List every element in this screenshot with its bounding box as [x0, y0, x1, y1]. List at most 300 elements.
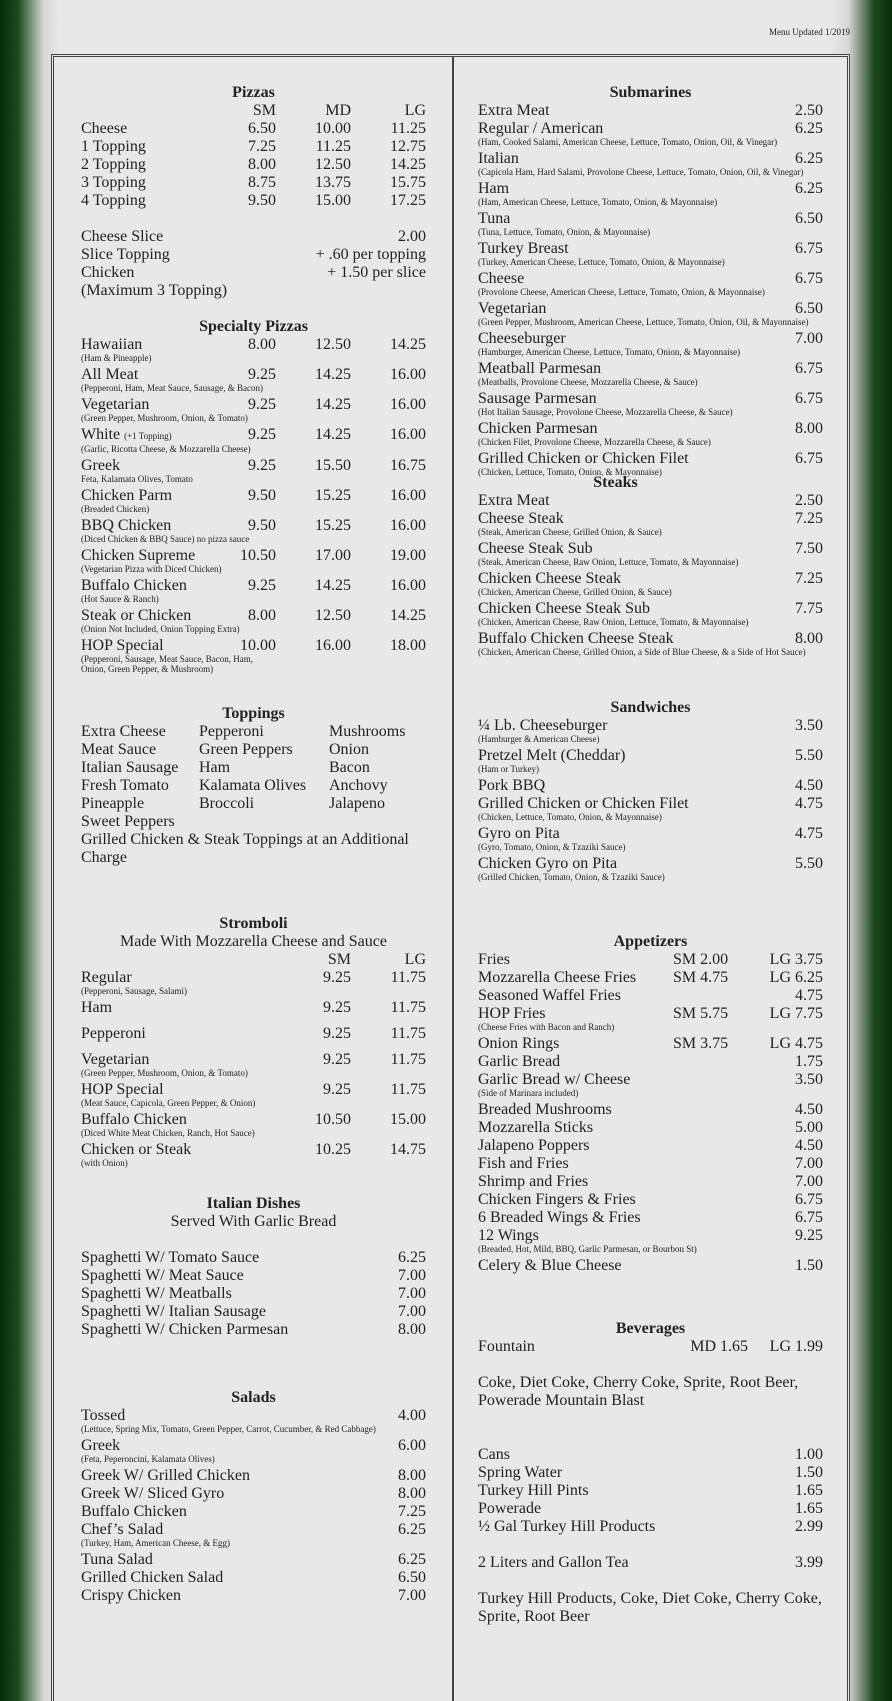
item-price-sm [673, 1191, 728, 1209]
item-price-lg: LG 3.75 [769, 951, 823, 968]
menu-item [81, 999, 426, 1017]
item-price-sm [673, 1053, 728, 1071]
item-price: 5.50 [795, 747, 823, 764]
menu-item [478, 795, 823, 813]
menu-item [81, 1551, 426, 1569]
menu-item [81, 1285, 426, 1303]
item-price-lg: LG 4.75 [769, 1035, 823, 1052]
item-price-lg: 4.75 [795, 987, 823, 1004]
item-price-lg: 1.75 [795, 1053, 823, 1070]
menu-item [478, 777, 823, 795]
topping-item: Onion [329, 741, 369, 758]
item-price-sm: 10.25 [315, 1141, 351, 1158]
menu-item [478, 825, 823, 843]
item-price-sm: 9.50 [248, 517, 276, 534]
item-description: (Vegetarian Pizza with Diced Chicken) [81, 564, 222, 574]
item-price-md: 10.00 [315, 120, 351, 137]
item-description: (Gyro, Tomato, Onion, & Tzaziki Sauce) [478, 842, 626, 852]
item-price-lg: 16.75 [390, 457, 426, 474]
section-title: Italian Dishes [206, 1195, 301, 1212]
item-price-md: 11.25 [315, 138, 351, 155]
topping-item: Fresh Tomato [81, 777, 169, 794]
item-description: (Grilled Chicken, Tomato, Onion, & Tzaziki Sauce) [478, 872, 665, 882]
menu-item [81, 1587, 426, 1605]
item-price-md: 16.00 [315, 637, 351, 654]
item-price-lg: 14.25 [390, 336, 426, 353]
menu-item [478, 150, 823, 168]
item-price-sm: 10.50 [315, 1111, 351, 1128]
item-name [81, 607, 201, 625]
topping-item: Extra Cheese [81, 723, 166, 740]
menu-item [81, 366, 426, 384]
item-name-text: Steak or Chicken [81, 607, 192, 624]
item-name: Chicken Gyro on Pita [478, 855, 618, 872]
item-name: Gyro on Pita [478, 825, 560, 842]
menu-item [81, 156, 426, 174]
header-sm: SM [327, 951, 351, 968]
topping-item: Kalamata Olives [199, 777, 307, 794]
item-price-lg: 11.75 [390, 1051, 426, 1068]
item-price-sm: SM 4.75 [673, 969, 729, 986]
item-price-md: 14.25 [315, 426, 351, 443]
item-name: Spaghetti W/ Meatballs [81, 1285, 232, 1302]
item-name: Shrimp and Fries [478, 1173, 589, 1190]
stromboli-list [81, 969, 426, 1168]
header-lg: LG [404, 102, 426, 119]
item-description: (Turkey, American Cheese, Lettuce, Tomato, Onion, & Mayonnaise) [478, 257, 725, 267]
menu-item [81, 120, 426, 138]
menu-item [478, 1209, 823, 1227]
topping-item: Italian Sausage [81, 759, 179, 776]
item-description: (Chicken, American Cheese, Grilled Onion, a Side of Blue Cheese, & a Side of Hot Sauce) [478, 647, 806, 657]
topping-item: Pineapple [81, 795, 145, 812]
item-price: 8.00 [795, 630, 823, 647]
item-price: + .60 per topping [315, 246, 426, 263]
item-name: Slice Topping [81, 246, 170, 263]
item-name: 4 Topping [81, 192, 146, 209]
item-name: Fish and Fries [478, 1155, 569, 1172]
item-description: (Steak, American Cheese, Raw Onion, Lettuce, Tomato, & Mayonnaise) [478, 557, 739, 567]
item-price-sm: 9.25 [248, 577, 276, 594]
item-name: 2 Topping [81, 156, 146, 173]
steaks-section [478, 474, 823, 660]
item-name: Chicken or Steak [81, 1141, 192, 1158]
menu-item [81, 487, 426, 505]
menu-item [81, 547, 426, 565]
item-name: Turkey Breast [478, 240, 569, 257]
item-price-sm [673, 1071, 728, 1089]
appetizers-section [478, 933, 823, 1275]
item-description: (Meatballs, Provolone Cheese, Mozzarella Cheese, & Sauce) [478, 377, 698, 387]
section-title: Beverages [615, 1320, 686, 1337]
item-price: 7.25 [795, 570, 823, 587]
menu-item [478, 1257, 823, 1275]
menu-item [81, 1485, 426, 1503]
salads-section [81, 1389, 426, 1605]
pizza-extras-list [81, 228, 426, 282]
item-name: 3 Topping [81, 174, 146, 191]
item-description: (Side of Marinara included) [478, 1088, 579, 1098]
item-name: Tossed [81, 1407, 126, 1424]
specialty-list [81, 336, 426, 674]
item-name [81, 336, 201, 354]
item-name [81, 426, 201, 445]
item-price-lg: 11.75 [390, 969, 426, 986]
menu-item [478, 510, 823, 528]
menu-item [478, 630, 823, 648]
menu-item [478, 120, 823, 138]
item-price: 2.00 [398, 228, 426, 245]
item-name: 2 Liters and Gallon Tea [478, 1554, 629, 1571]
item-price-sm: 9.25 [323, 1081, 351, 1098]
item-name: Fountain [478, 1338, 535, 1355]
pizzas-section [81, 84, 426, 300]
item-price: 3.99 [795, 1554, 823, 1571]
item-name: HOP Fries [478, 1005, 546, 1022]
item-price-sm: 9.25 [248, 396, 276, 413]
item-price-lg: 3.50 [795, 1071, 823, 1088]
menu-item [478, 1101, 823, 1119]
item-price-lg: 7.00 [795, 1173, 823, 1190]
item-price: 6.50 [398, 1569, 426, 1586]
item-price: 6.75 [795, 270, 823, 287]
item-name: Extra Meat [478, 492, 550, 509]
menu-item [478, 390, 823, 408]
item-price-lg: 16.00 [390, 517, 426, 534]
spacer [81, 1017, 426, 1025]
item-name: Garlic Bread w/ Cheese [478, 1071, 631, 1088]
item-name: Buffalo Chicken Cheese Steak [478, 630, 674, 647]
topping-item: Jalapeno [329, 795, 385, 812]
item-price-lg: 12.75 [390, 138, 426, 155]
menu-item [81, 1141, 426, 1159]
menu-item [81, 426, 426, 445]
item-price: 6.75 [795, 360, 823, 377]
menu-item [478, 1137, 823, 1155]
item-description: (Chicken Filet, Provolone Cheese, Mozzarella Cheese, & Sauce) [478, 437, 711, 447]
item-price-md: 14.25 [315, 577, 351, 594]
item-name: Greek W/ Sliced Gyro [81, 1485, 225, 1502]
pizza-list [81, 120, 426, 210]
item-name: HOP Special [81, 1081, 164, 1098]
item-price-sm [673, 1137, 728, 1155]
item-name: Powerade [478, 1500, 542, 1517]
item-name: Cheeseburger [478, 330, 566, 347]
menu-item [478, 330, 823, 348]
menu-item [478, 180, 823, 198]
item-price-lg: 1.50 [795, 1257, 823, 1274]
item-description: (Breaded, Hot, Mild, BBQ, Garlic Parmesan, or Bourbon St) [478, 1244, 697, 1254]
menu-item [478, 1035, 823, 1053]
item-price-sm: 9.50 [248, 192, 276, 209]
item-name [81, 396, 201, 414]
section-title: Submarines [609, 84, 692, 101]
stromboli-section [81, 915, 426, 1171]
item-description: (Chicken, Lettuce, Tomato, Onion, & Mayonnaise) [478, 812, 662, 822]
item-price-sm [673, 1257, 728, 1275]
item-price: 6.50 [795, 300, 823, 317]
item-price-sm [673, 1227, 728, 1245]
item-price-lg: 16.00 [390, 366, 426, 383]
section-title: Salads [231, 1389, 276, 1406]
item-name: Onion Rings [478, 1035, 560, 1052]
column-divider [452, 57, 454, 1701]
item-name: Sausage Parmesan [478, 390, 597, 407]
item-description: (Pepperoni, Sausage, Salami) [81, 986, 187, 996]
item-price-sm [673, 1209, 728, 1227]
item-price-sm [673, 1119, 728, 1137]
item-price-md: 12.50 [315, 336, 351, 353]
menu-item [478, 102, 823, 120]
item-price: 6.25 [398, 1551, 426, 1568]
item-name: Buffalo Chicken [81, 1111, 187, 1128]
item-description: (Diced White Meat Chicken, Ranch, Hot Sauce) [81, 1128, 255, 1138]
item-price-md: 14.25 [315, 396, 351, 413]
liters-note: Turkey Hill Products, Coke, Diet Coke, Cherry Coke, Sprite, Root Beer [478, 1590, 822, 1625]
item-price: 8.00 [398, 1485, 426, 1502]
item-description: (Ham, American Cheese, Lettuce, Tomato, Onion, & Mayonnaise) [478, 197, 718, 207]
menu-item [478, 1500, 823, 1518]
item-price-md: 13.75 [315, 174, 351, 191]
item-price-sm: SM 5.75 [673, 1005, 729, 1022]
topping-item: Mushrooms [329, 723, 406, 740]
item-name: Grilled Chicken or Chicken Filet [478, 450, 689, 467]
item-name: 12 Wings [478, 1227, 539, 1244]
menu-item [478, 1227, 823, 1245]
item-description: (Breaded Chicken) [81, 504, 150, 514]
item-name: ½ Gal Turkey Hill Products [478, 1518, 656, 1535]
item-price-sm: 7.25 [248, 138, 276, 155]
section-subtitle: Made With Mozzarella Cheese and Sauce [120, 933, 387, 950]
item-name: Vegetarian [478, 300, 547, 317]
item-name: Celery & Blue Cheese [478, 1257, 622, 1274]
item-name: Buffalo Chicken [81, 1503, 187, 1520]
item-price-sm: SM 2.00 [673, 951, 729, 968]
item-description: (Ham, Cooked Salami, American Cheese, Lettuce, Tomato, Onion, Oil, & Vinegar) [478, 137, 778, 147]
item-name: Cheese Steak Sub [478, 540, 593, 557]
item-price-lg: 6.75 [795, 1209, 823, 1226]
menu-item [478, 1482, 823, 1500]
item-name: Chicken Fingers & Fries [478, 1191, 636, 1208]
topping-item: Bacon [329, 759, 370, 776]
menu-item [81, 517, 426, 535]
menu-item [81, 607, 426, 625]
menu-item [478, 492, 823, 510]
item-price-lg: 11.75 [390, 1081, 426, 1098]
header-lg: LG [404, 951, 426, 968]
item-price: 8.00 [795, 420, 823, 437]
steak-list [478, 492, 823, 657]
item-name: Cheese [478, 270, 525, 287]
item-name [81, 637, 201, 655]
menu-item [478, 1446, 823, 1464]
item-name: Spaghetti W/ Chicken Parmesan [81, 1321, 289, 1338]
item-price: 6.00 [398, 1437, 426, 1454]
item-price: 1.65 [795, 1500, 823, 1517]
menu-item [478, 1338, 823, 1356]
item-price-sm: 9.25 [248, 366, 276, 383]
topping-item [329, 813, 426, 831]
item-price: 4.75 [795, 825, 823, 842]
italian-section [81, 1195, 426, 1339]
item-name [81, 577, 201, 595]
subs-section [478, 84, 823, 480]
menu-item [478, 420, 823, 438]
item-price: 6.25 [795, 180, 823, 197]
item-price: 4.75 [795, 795, 823, 812]
section-title: Toppings [222, 705, 285, 722]
item-price-lg: 16.00 [390, 396, 426, 413]
item-price-md: 12.50 [315, 156, 351, 173]
menu-item [81, 228, 426, 246]
item-description: (Diced Chicken & BBQ Sauce) no pizza sauce [81, 534, 250, 544]
menu-item [478, 1005, 823, 1023]
item-note: (+1 Topping) [124, 431, 172, 441]
item-name: Vegetarian [81, 1051, 150, 1068]
item-name-text: BBQ Chicken [81, 517, 172, 534]
menu-item [478, 1518, 823, 1536]
item-price: 6.50 [795, 210, 823, 227]
item-description: (Steak, American Cheese, Grilled Onion, & Sauce) [478, 527, 662, 537]
topping-item: Anchovy [329, 777, 388, 794]
menu-item [478, 951, 823, 969]
item-price: 4.00 [398, 1407, 426, 1424]
item-name: ¼ Lb. Cheeseburger [478, 717, 608, 734]
item-price-sm: 6.50 [248, 120, 276, 137]
item-price-sm: SM 3.75 [673, 1035, 729, 1052]
item-description: (Turkey, Ham, American Cheese, & Egg) [81, 1538, 231, 1548]
section-subtitle: Served With Garlic Bread [170, 1213, 337, 1230]
item-description: (Pepperoni, Ham, Meat Sauce, Sausage, & Bacon) [81, 383, 263, 393]
item-name: Cheese [81, 120, 128, 137]
topping-item: Sweet Peppers [81, 813, 175, 830]
menu-item [478, 360, 823, 378]
menu-item [81, 1081, 426, 1099]
menu-item [478, 270, 823, 288]
item-name [81, 487, 201, 505]
item-description: (Ham or Turkey) [478, 764, 539, 774]
menu-item [81, 1111, 426, 1129]
item-name: Ham [478, 180, 510, 197]
section-title: Specialty Pizzas [199, 318, 308, 335]
menu-item [478, 300, 823, 318]
item-price: 7.25 [398, 1503, 426, 1520]
item-name: Breaded Mushrooms [478, 1101, 612, 1118]
menu-item [478, 717, 823, 735]
item-name: Spaghetti W/ Italian Sausage [81, 1303, 266, 1320]
item-price: 7.00 [795, 330, 823, 347]
item-description: (Green Pepper, Mushroom, Onion, & Tomato) [81, 413, 248, 423]
item-price-lg: LG 1.99 [769, 1338, 823, 1355]
menu-item [478, 540, 823, 558]
item-name: 6 Breaded Wings & Fries [478, 1209, 641, 1226]
item-description: (Feta, Peperoncini, Kalamata Olives) [81, 1454, 215, 1464]
item-price-md: MD 1.65 [690, 1338, 748, 1355]
item-description: (Meat Sauce, Capicola, Green Pepper, & Onion) [81, 1098, 256, 1108]
menu-item [478, 1554, 823, 1572]
menu-item [81, 396, 426, 414]
item-price-lg: 7.00 [795, 1155, 823, 1172]
item-price-lg: 14.25 [390, 156, 426, 173]
item-name [81, 457, 201, 475]
item-name: Extra Meat [478, 102, 550, 119]
item-name: Crispy Chicken [81, 1587, 181, 1604]
item-name: Jalapeno Poppers [478, 1137, 590, 1154]
menu-updated-label: Menu Updated 1/2019 [769, 27, 850, 37]
item-description: (Green Pepper, Mushroom, Onion, & Tomato) [81, 1068, 248, 1078]
item-price-lg: 11.25 [390, 120, 426, 137]
price-header-row [81, 951, 426, 969]
menu-item [478, 747, 823, 765]
menu-frame [51, 54, 850, 1701]
menu-item [478, 1119, 823, 1137]
menu-item [81, 174, 426, 192]
menu-item [81, 1467, 426, 1485]
item-description: (Hamburger & American Cheese) [478, 734, 600, 744]
item-price-lg: 11.75 [390, 1025, 426, 1042]
topping-item: Meat Sauce [81, 741, 157, 758]
topping-item [199, 813, 329, 831]
item-description: Feta, Kalamata Olives, Tomato [81, 474, 193, 484]
item-price: 6.25 [398, 1249, 426, 1266]
toppings-note: Grilled Chicken & Steak Toppings at an Additional Charge [81, 831, 409, 866]
item-name: Fries [478, 951, 510, 968]
item-price-lg: 16.00 [390, 577, 426, 594]
item-price: 7.75 [795, 600, 823, 617]
spacer [81, 1043, 426, 1051]
menu-item [81, 577, 426, 595]
item-description: (Tuna, Lettuce, Tomato, Onion, & Mayonnaise) [478, 227, 651, 237]
item-price-sm: 9.25 [248, 426, 276, 443]
item-price-md: 15.50 [315, 457, 351, 474]
menu-item [81, 246, 426, 264]
menu-item [81, 1569, 426, 1587]
desc-line: Onion, Green Pepper, & Mushroom) [81, 664, 214, 674]
item-price: 1.50 [795, 1464, 823, 1481]
menu-item [81, 1267, 426, 1285]
item-price-sm: 10.00 [240, 637, 276, 654]
item-name: Cheese Steak [478, 510, 564, 527]
item-price-lg: 6.75 [795, 1191, 823, 1208]
item-price-lg: 14.75 [390, 1141, 426, 1158]
menu-item [81, 1321, 426, 1339]
item-name: Turkey Hill Pints [478, 1482, 589, 1499]
item-name-text: Chicken Parm [81, 487, 173, 504]
menu-item [81, 192, 426, 210]
item-price-md: 15.00 [315, 192, 351, 209]
item-description: (Onion Not Included, Onion Topping Extra) [81, 624, 240, 634]
menu-item [81, 969, 426, 987]
topping-item: Pepperoni [199, 723, 264, 740]
item-price: 6.25 [795, 150, 823, 167]
item-description: (Cheese Fries with Bacon and Ranch) [478, 1022, 615, 1032]
item-name: Pretzel Melt (Cheddar) [478, 747, 626, 764]
desc-line: (Pepperoni, Sausage, Meat Sauce, Bacon, Ham, [81, 654, 253, 664]
item-price: 2.50 [795, 492, 823, 509]
specialty-section [81, 318, 426, 677]
item-name-text: HOP Special [81, 637, 164, 654]
item-price: 6.25 [398, 1521, 426, 1538]
topping-item: Broccoli [199, 795, 255, 812]
item-price-sm: 10.50 [240, 547, 276, 564]
item-price-sm: 8.00 [248, 607, 276, 624]
menu-item [81, 264, 426, 282]
menu-item [81, 1249, 426, 1267]
item-price: 1.65 [795, 1482, 823, 1499]
item-price-sm [673, 1101, 728, 1119]
item-name: 1 Topping [81, 138, 146, 155]
item-price: + 1.50 per slice [327, 264, 426, 281]
